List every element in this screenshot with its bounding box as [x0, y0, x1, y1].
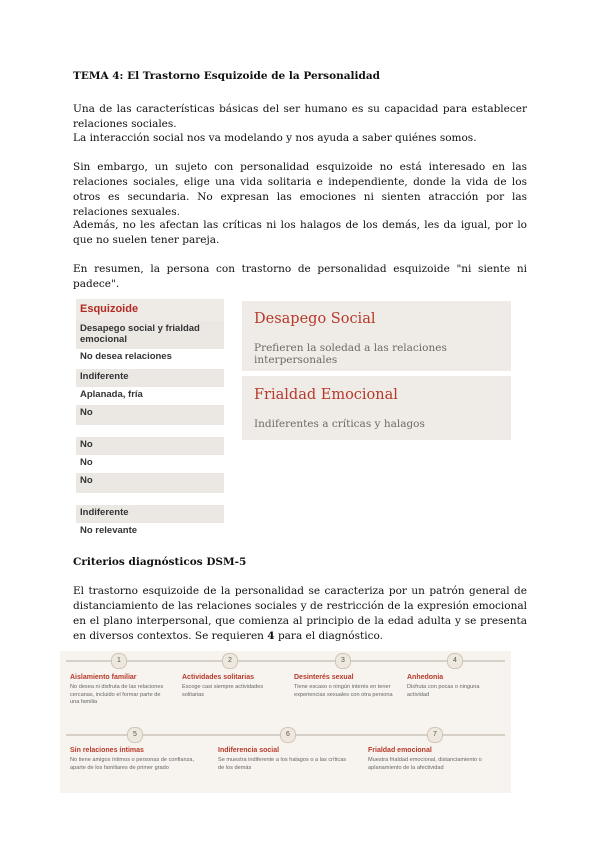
criterion-desc: No desea ni disfruta de las relaciones cercanas, incluido el formar parte de una familia — [70, 684, 164, 705]
card-frialdad-emocional — [242, 376, 511, 440]
paragraph-1: Una de las características básicas del ser humano es su capacidad para establecer relaciones sociales. — [73, 103, 527, 130]
criterion-desc: Se muestra indiferente a los halagos o a las críticas de los demás — [218, 757, 347, 771]
criterion-title: Frialdad emocional — [368, 747, 432, 754]
criterion-title: Sin relaciones íntimas — [70, 747, 144, 754]
card-subtitle: Indiferentes a críticas y halagos — [254, 418, 425, 430]
card-desapego-social — [242, 301, 511, 371]
criterion-desc: Tiene escaso o ningún interés en tener experiencias sexuales con otra persona — [294, 684, 393, 698]
criterion-title: Actividades solitarias — [182, 674, 254, 681]
criterion-title: Desinterés sexual — [294, 674, 354, 681]
criterion-item — [407, 674, 502, 699]
criterion-desc: Muestra frialdad emocional, distanciamiento o aplanamiento de la afectividad — [368, 757, 482, 771]
table-row: No — [76, 437, 224, 455]
table-row: No desea relaciones — [80, 351, 172, 362]
paragraph-4: Además, no les afectan las críticas ni los halagos de los demás, les da igual, por lo que no suelen tener pareja. — [73, 219, 527, 246]
criterion-number: 1 — [111, 653, 127, 669]
card-subtitle: Prefieren la soledad a las relaciones interpersonales — [254, 342, 447, 366]
page-title: TEMA 4: El Trastorno Esquizoide de la Personalidad — [73, 70, 380, 82]
timeline-line — [66, 660, 505, 662]
paragraph-2: La interacción social nos va modelando y nos ayuda a saber quiénes somos. — [73, 132, 477, 144]
card-title: Frialdad Emocional — [254, 387, 398, 403]
criterion-number: 2 — [222, 653, 238, 669]
criterion-number: 4 — [447, 653, 463, 669]
criterion-number: 5 — [127, 727, 143, 743]
criterion-desc: No tiene amigos íntimos o personas de confianza, aparte de los familiares de primer grado — [70, 757, 195, 771]
criteria-paragraph: El trastorno esquizoide de la personalidad se caracteriza por un patrón general de distanciamiento de las relaciones sociales y de restricción de la expresión emocional en el plano interpersonal, que comienza al principio de la edad adulta y se presenta en diversos contextos. Se requieren 4 para el diagnóstico. — [73, 585, 527, 642]
criterion-number: 6 — [280, 727, 296, 743]
criterion-item — [70, 674, 170, 707]
card-title: Desapego Social — [254, 311, 376, 327]
criterion-title: Anhedonia — [407, 674, 444, 681]
table-row: Desapego social y frialdad emocional — [76, 321, 224, 349]
criterion-title: Indiferencia social — [218, 747, 280, 754]
table-row: Aplanada, fría — [80, 389, 143, 400]
criterion-desc: Disfruta con pocas o ninguna actividad — [407, 684, 480, 698]
paragraph-3: Sin embargo, un sujeto con personalidad esquizoide no está interesado en las relaciones sociales, elige una vida solitaria e independiente, donde la vida de los otros es secundaria. No expresan las emociones ni sienten atracción por las relaciones sexuales. — [73, 161, 527, 218]
criterion-item — [218, 747, 353, 772]
table-row: Indiferente — [76, 369, 224, 387]
criterion-item — [182, 674, 282, 699]
criterion-number: 7 — [427, 727, 443, 743]
table-row: No relevante — [80, 525, 138, 536]
criterion-desc: Escoge casi siempre actividades solitarias — [182, 684, 264, 698]
criteria-timeline — [60, 651, 511, 793]
table-row — [76, 493, 224, 505]
table-row — [76, 425, 224, 437]
criterion-item — [368, 747, 503, 772]
table-header: Esquizoide — [76, 299, 224, 321]
table-row: No — [80, 457, 93, 468]
paragraph-5: En resumen, la persona con trastorno de personalidad esquizoide "ni siente ni padece". — [73, 263, 527, 290]
criterion-number: 3 — [335, 653, 351, 669]
table-row: Indiferente — [76, 505, 224, 523]
table-row: No — [76, 473, 224, 493]
criterion-item — [70, 747, 205, 772]
table-row: No — [76, 405, 224, 425]
criterion-title: Aislamiento familiar — [70, 674, 137, 681]
comparison-table — [76, 299, 224, 541]
criteria-heading: Criterios diagnósticos DSM-5 — [73, 556, 247, 568]
criterion-item — [294, 674, 394, 699]
